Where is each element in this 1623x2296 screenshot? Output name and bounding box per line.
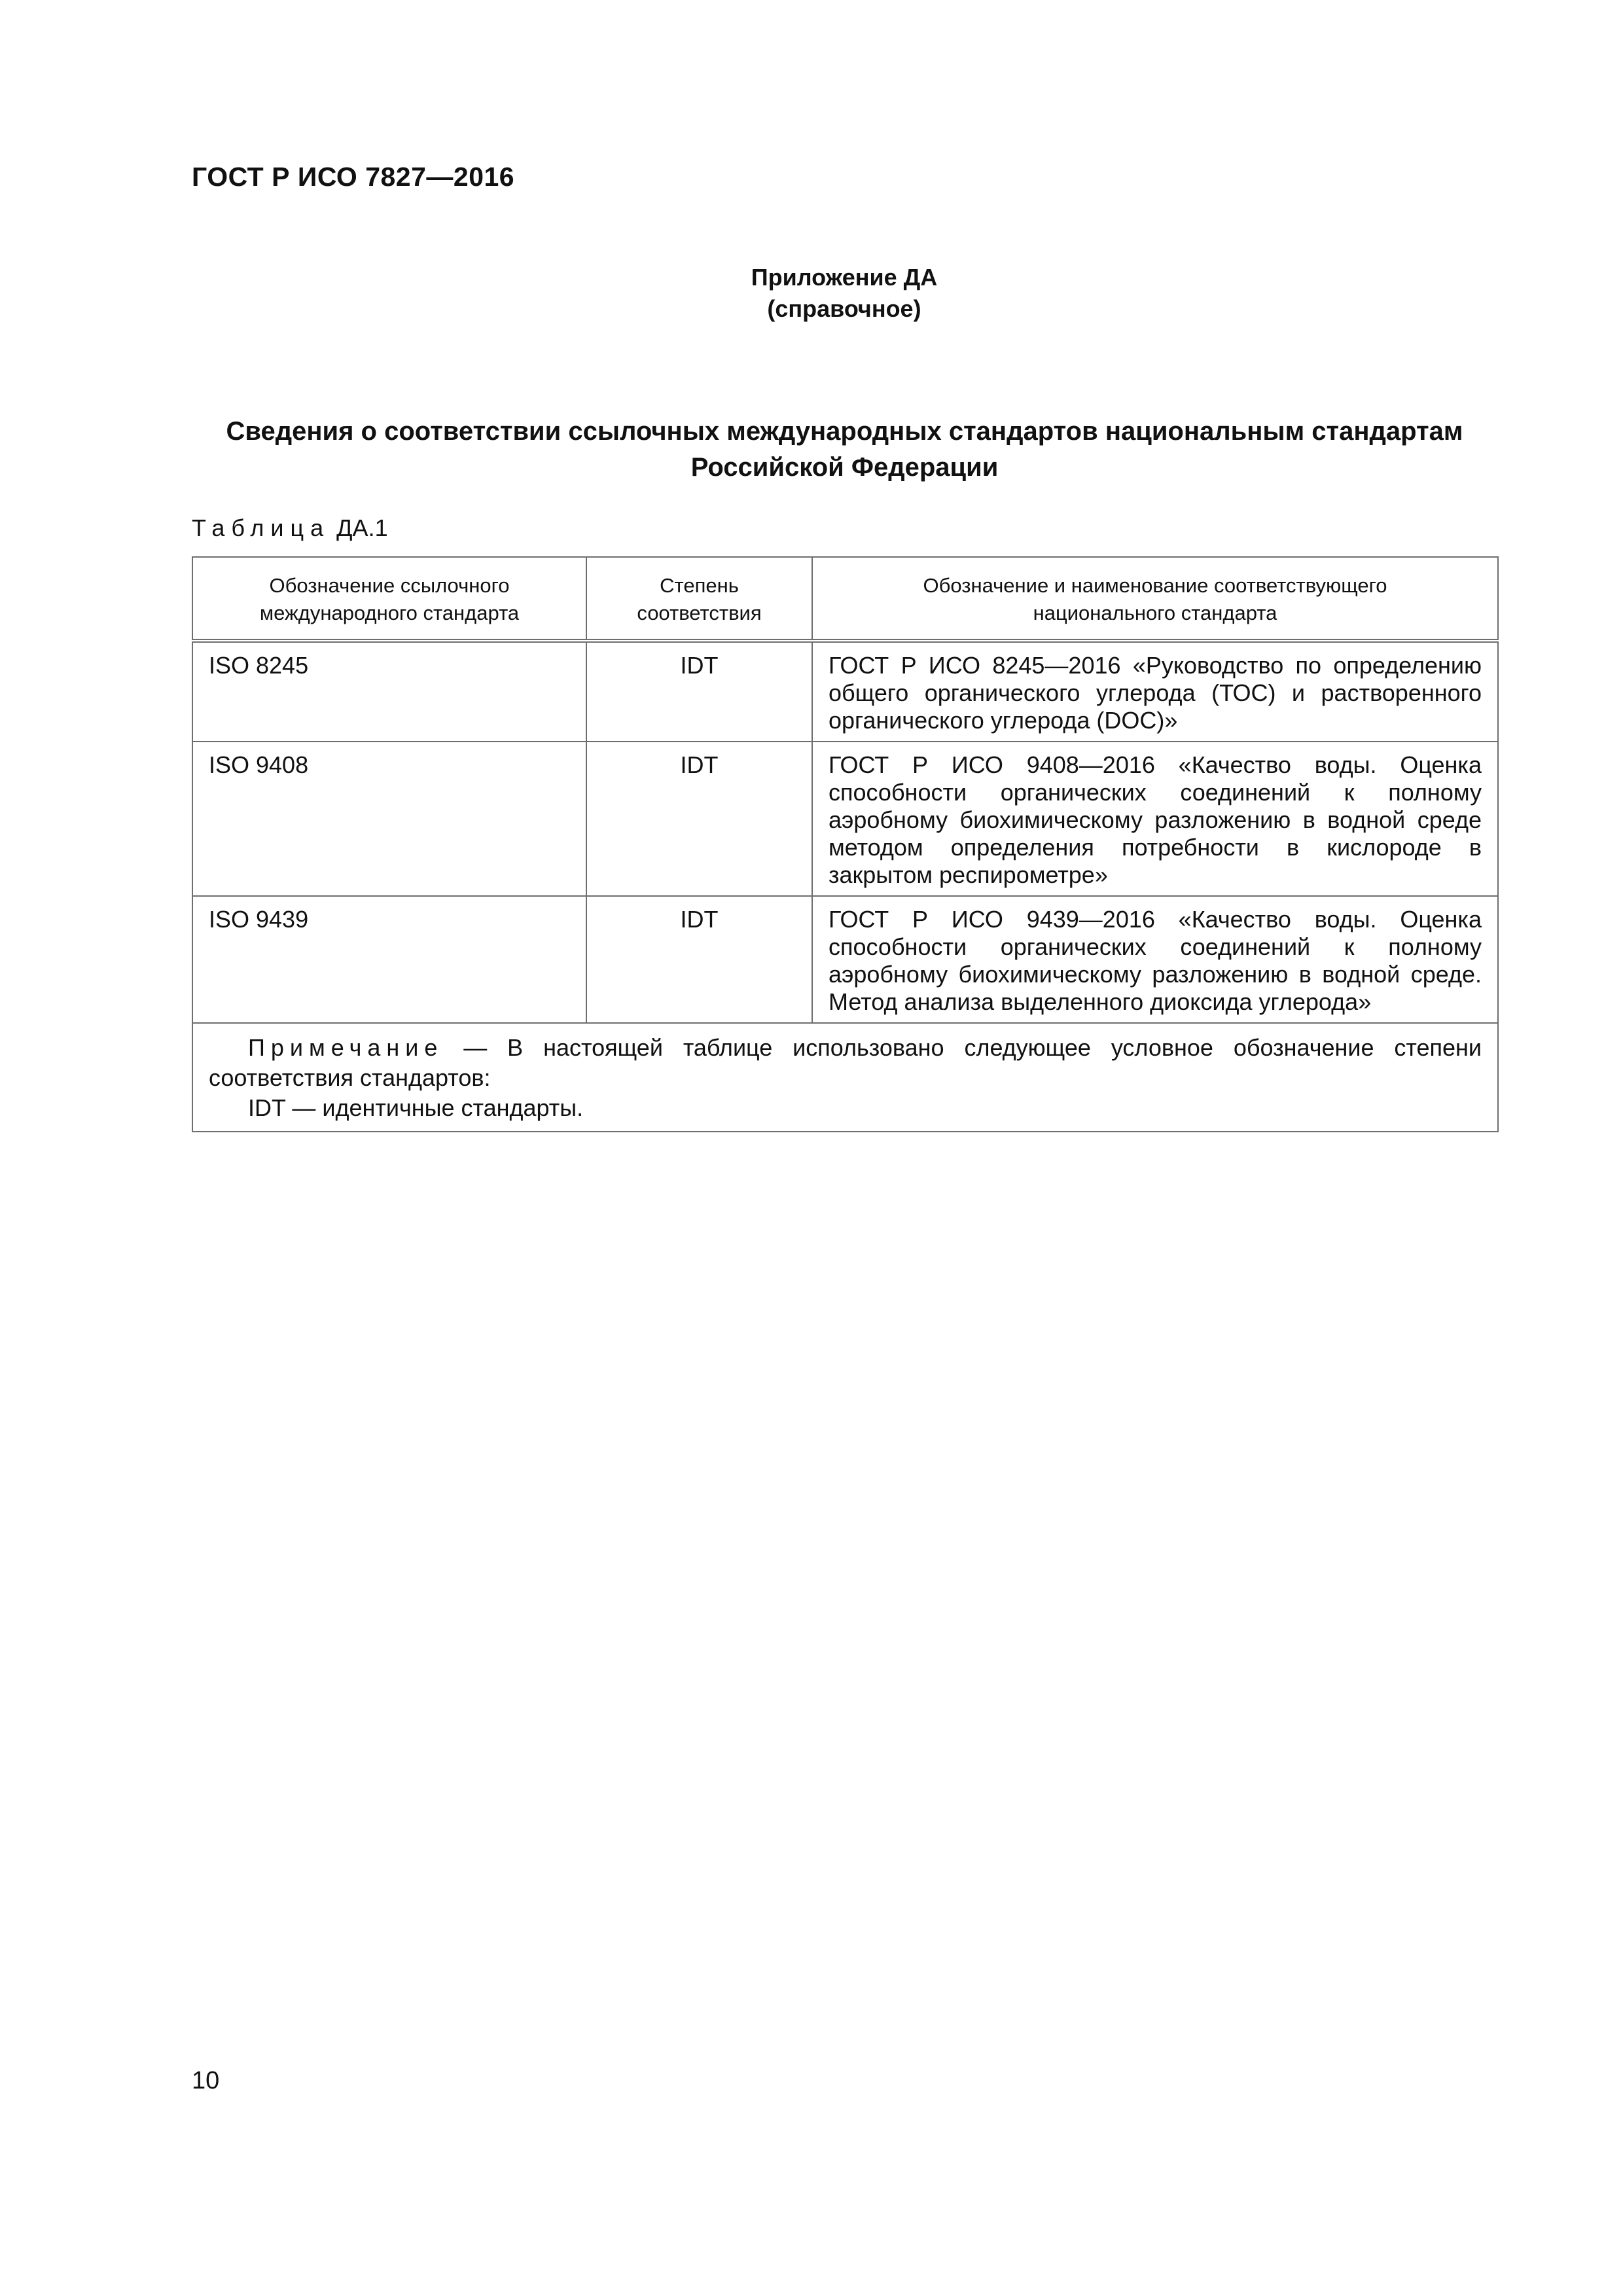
annex-heading (0, 262, 1623, 325)
table-row (192, 896, 1498, 1023)
note-label: Примечание (248, 1034, 444, 1061)
header-col2-line2: соответствия (637, 601, 762, 624)
header-international-standard (192, 557, 586, 641)
national-standard-name: ГОСТ Р ИСО 9439—2016 «Качество воды. Оценка способности органических соединений к полному аэробному биохимическому разложению в водной среде. Метод анализа выделенного диоксида углерода» (812, 896, 1498, 1023)
table-row (192, 641, 1498, 742)
header-national-standard (812, 557, 1498, 641)
national-standard-name: ГОСТ Р ИСО 8245—2016 «Руководство по определению общего органического углерода (ТОС) и растворенного органического углерода (DOC)» (812, 641, 1498, 742)
table-header-row (192, 557, 1498, 641)
header-degree (586, 557, 812, 641)
degree-of-correspondence: IDT (586, 742, 812, 896)
table-caption-id: ДА.1 (336, 514, 388, 541)
table-note (192, 1023, 1498, 1132)
international-standard-code: ISO 9408 (192, 742, 586, 896)
correspondence-table (192, 556, 1499, 1132)
section-title (192, 414, 1497, 486)
page-number: 10 (192, 2067, 220, 2094)
table-note-row (192, 1023, 1498, 1132)
header-col2-line1: Степень (660, 574, 739, 597)
table-caption (192, 514, 388, 542)
international-standard-code: ISO 8245 (192, 641, 586, 742)
degree-of-correspondence: IDT (586, 641, 812, 742)
section-title-line2: Российской Федерации (690, 453, 999, 482)
table-row (192, 742, 1498, 896)
header-col1-line1: Обозначение ссылочного (269, 574, 510, 597)
section-title-line1: Сведения о соответствии ссылочных международных стандартов национальным стандартам (226, 417, 1463, 446)
header-col3-line2: национального стандарта (1033, 601, 1277, 624)
annex-subtitle: (справочное) (767, 295, 921, 322)
header-col3-line1: Обозначение и наименование соответствующего (923, 574, 1387, 597)
document-designation: ГОСТ Р ИСО 7827—2016 (192, 162, 515, 192)
annex-title: Приложение ДА (751, 264, 938, 291)
degree-of-correspondence: IDT (586, 896, 812, 1023)
national-standard-name: ГОСТ Р ИСО 9408—2016 «Качество воды. Оценка способности органических соединений к полному аэробному биохимическому разложению в водной среде методом определения потребности в кислороде в закрытом респирометре» (812, 742, 1498, 896)
note-abbreviation: IDT — идентичные стандарты. (248, 1094, 584, 1121)
header-col1-line2: международного стандарта (259, 601, 520, 624)
table-caption-word: Таблица (192, 514, 330, 541)
note-paragraph (209, 1033, 1482, 1093)
international-standard-code: ISO 9439 (192, 896, 586, 1023)
note-text: — В настоящей таблице использовано следующее условное обозначение степени соответствия стандартов: (209, 1034, 1482, 1091)
